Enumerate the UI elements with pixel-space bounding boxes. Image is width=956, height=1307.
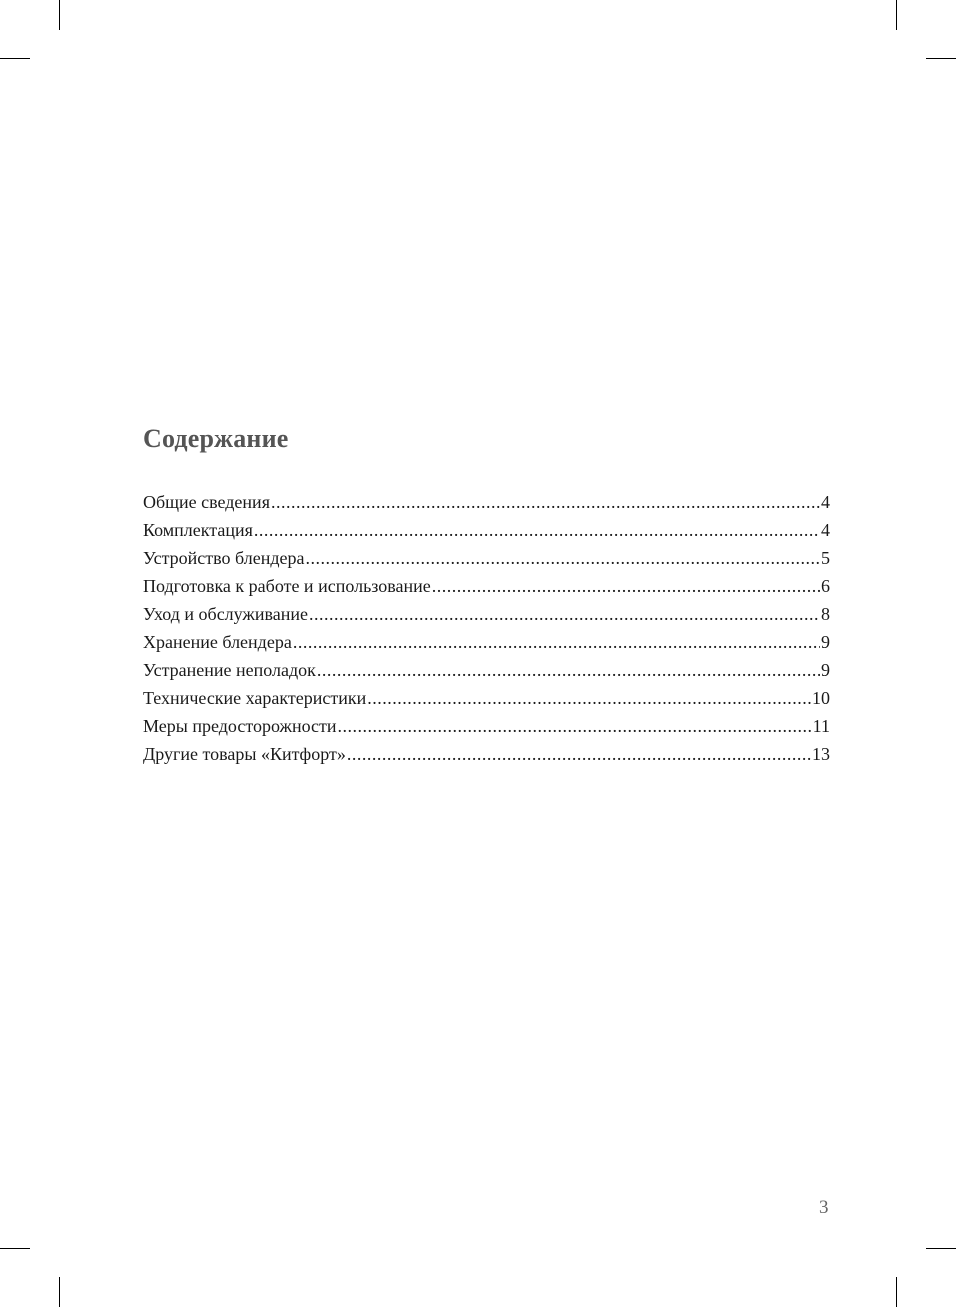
toc-entry-page: 9 [821, 632, 830, 652]
toc-entry[interactable] [143, 572, 830, 600]
toc-dot-leader [305, 544, 820, 572]
toc-entry-page: 10 [812, 688, 830, 708]
toc-entry-page: 13 [812, 744, 830, 764]
toc-dot-leader [338, 712, 812, 740]
crop-mark-top-left-horizontal [0, 58, 30, 59]
toc-dot-leader [254, 516, 820, 544]
toc-entry[interactable] [143, 516, 830, 544]
toc-entry-label: Меры предосторожности [143, 716, 337, 736]
toc-entry-label: Комплектация [143, 520, 253, 540]
toc-entry-label: Хранение блендера [143, 632, 292, 652]
page-number: 3 [819, 1197, 829, 1218]
toc-dot-leader [309, 600, 820, 628]
toc-entry[interactable] [143, 628, 830, 656]
crop-mark-top-right-horizontal [926, 58, 956, 59]
toc-entry[interactable] [143, 656, 830, 684]
toc-entry-page: 9 [821, 660, 830, 680]
toc-dot-leader [367, 684, 811, 712]
toc-entry-label: Общие сведения [143, 492, 270, 512]
toc-entry-label: Подготовка к работе и использование [143, 576, 431, 596]
toc-title: Содержание [143, 424, 289, 453]
toc-entry[interactable] [143, 600, 830, 628]
crop-mark-top-left-vertical [59, 0, 60, 30]
toc-entry[interactable] [143, 712, 830, 740]
toc-entry[interactable] [143, 684, 830, 712]
toc-entry-label: Уход и обслуживание [143, 604, 308, 624]
toc-dot-leader [293, 628, 820, 656]
crop-mark-bottom-left-vertical [59, 1277, 60, 1307]
toc-entry[interactable] [143, 544, 830, 572]
toc-entry-page: 8 [821, 604, 830, 624]
toc-dot-leader [317, 656, 820, 684]
toc-entry-page: 11 [812, 716, 830, 736]
toc-entry-label: Устройство блендера [143, 548, 305, 568]
toc-entry-page: 6 [821, 576, 830, 596]
toc-dot-leader [271, 488, 820, 516]
toc-entry-page: 5 [821, 548, 830, 568]
toc-entry-label: Технические характеристики [143, 688, 367, 708]
toc-entry[interactable] [143, 488, 830, 516]
table-of-contents [143, 488, 830, 768]
toc-entry-page: 4 [821, 492, 830, 512]
crop-mark-bottom-right-horizontal [926, 1248, 956, 1249]
crop-mark-bottom-left-horizontal [0, 1248, 30, 1249]
toc-entry-label: Устранение неполадок [143, 660, 316, 680]
toc-entry-page: 4 [821, 520, 830, 540]
toc-entry-label: Другие товары «Китфорт» [143, 744, 346, 764]
crop-mark-top-right-vertical [896, 0, 897, 30]
crop-mark-bottom-right-vertical [896, 1277, 897, 1307]
toc-dot-leader [347, 740, 811, 768]
toc-entry[interactable] [143, 740, 830, 768]
toc-dot-leader [432, 572, 820, 600]
